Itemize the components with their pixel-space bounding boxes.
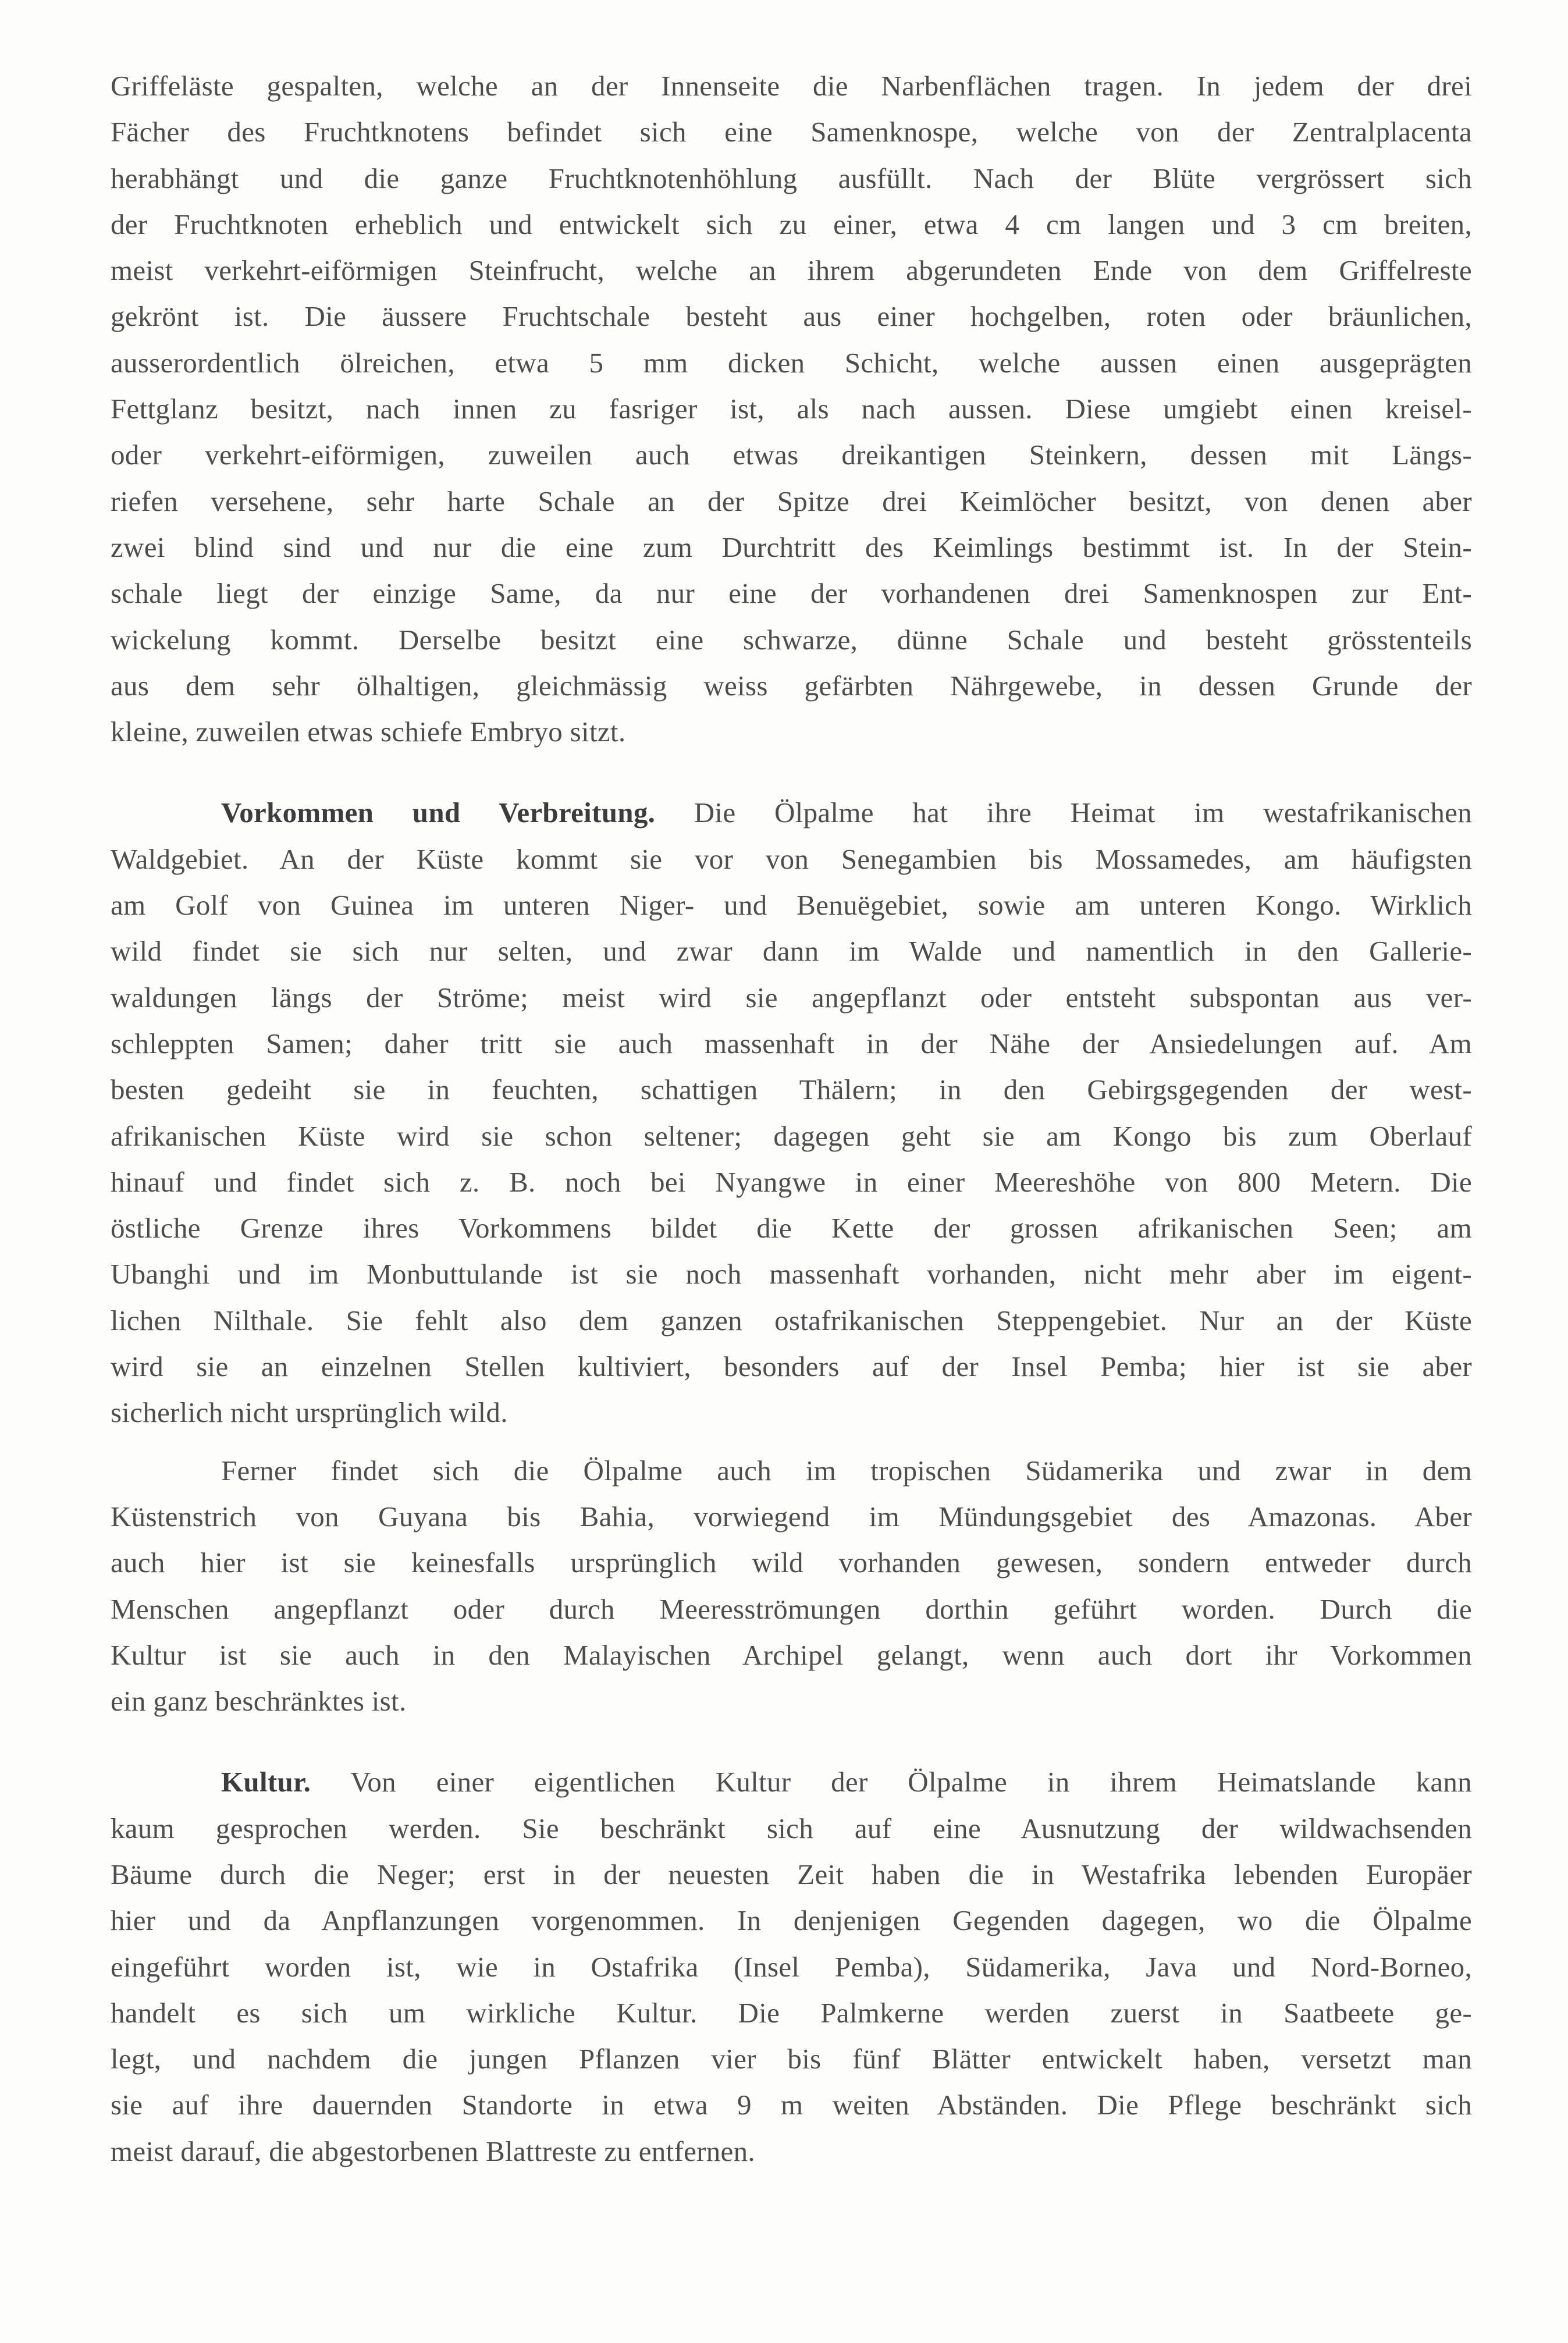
text-line: hier und da Anpflanzungen vorgenommen. In denjenigen Gegenden dagegen, wo die Ölpalme — [111, 1904, 1472, 1937]
text-line: oder verkehrt-eiförmigen, zuweilen auch etwas dreikantigen Steinkern, dessen mit Längs- — [111, 439, 1472, 471]
text-line-first — [111, 1759, 1472, 1805]
text-line: kaum gesprochen werden. Sie beschränkt sich auf eine Ausnutzung der wildwachsenden — [111, 1812, 1472, 1844]
text-line-first — [111, 790, 1472, 835]
text-line-first — [111, 1448, 1472, 1494]
text-line: Griffeläste gespalten, welche an der Innenseite die Narbenflächen tragen. In jedem der drei — [111, 70, 1472, 102]
text-line: Waldgebiet. An der Küste kommt sie vor von Senegambien bis Mossamedes, am häufigsten — [111, 842, 1472, 875]
paragraph-kultur — [111, 1759, 1472, 2174]
section-heading-kultur: Kultur. — [221, 1766, 311, 1798]
text-line: schleppten Samen; daher tritt sie auch massenhaft in der Nähe der Ansiedelungen auf. Am — [111, 1027, 1472, 1059]
text-line: wird sie an einzelnen Stellen kultiviert, besonders auf der Insel Pemba; hier ist sie aber — [111, 1350, 1472, 1383]
text-line: wild findet sie sich nur selten, und zwar dann im Walde und namentlich in den Gallerie- — [111, 935, 1472, 968]
paragraph-fruit-description — [111, 63, 1472, 755]
text-line: Fettglanz besitzt, nach innen zu fasriger ist, als nach aussen. Diese umgiebt einen kreisel- — [111, 393, 1472, 425]
text-line: gekrönt ist. Die äussere Fruchtschale besteht aus einer hochgelben, roten oder bräunlichen, — [111, 300, 1472, 333]
text-line: Ubanghi und im Monbuttulande ist sie noch massenhaft vorhanden, nicht mehr aber im eigent- — [111, 1258, 1472, 1290]
text-line: meist darauf, die abgestorbenen Blattreste zu entfernen. — [111, 2135, 755, 2167]
text-line: riefen versehene, sehr harte Schale an der Spitze drei Keimlöcher besitzt, von denen aber — [111, 485, 1472, 517]
text-line: Menschen angepflanzt oder durch Meeresströmungen dorthin geführt worden. Durch die — [111, 1592, 1472, 1625]
text-line: sie auf ihre dauernden Standorte in etwa 9 m weiten Abständen. Die Pflege beschränkt sich — [111, 2089, 1472, 2121]
text-line: sicherlich nicht ursprünglich wild. — [111, 1396, 508, 1429]
section-heading-vorkommen: Vorkommen und Verbreitung. — [221, 797, 656, 829]
text-line: kleine, zuweilen etwas schiefe Embryo sitzt. — [111, 716, 626, 748]
text-line: zwei blind sind und nur die eine zum Durchtritt des Keimlings bestimmt ist. In der Stein- — [111, 531, 1472, 563]
text-line: lichen Nilthale. Sie fehlt also dem ganzen ostafrikanischen Steppengebiet. Nur an der Küste — [111, 1304, 1472, 1336]
text-line: östliche Grenze ihres Vorkommens bildet die Kette der grossen afrikanischen Seen; am — [111, 1212, 1472, 1245]
text-line: legt, und nachdem die jungen Pflanzen vier bis fünf Blätter entwickelt haben, versetzt man — [111, 2043, 1472, 2075]
text-line: ein ganz beschränktes ist. — [111, 1685, 407, 1718]
text-line: ausserordentlich ölreichen, etwa 5 mm dicken Schicht, welche aussen einen ausgeprägten — [111, 346, 1472, 379]
text-line: Bäume durch die Neger; erst in der neuesten Zeit haben die in Westafrika lebenden Europäer — [111, 1858, 1472, 1890]
text-line: aus dem sehr ölhaltigen, gleichmässig weiss gefärbten Nährgewebe, in dessen Grunde der — [111, 669, 1472, 702]
text-line: hinauf und findet sich z. B. noch bei Nyangwe in einer Meereshöhe von 800 Metern. Die — [111, 1165, 1472, 1198]
text-line: herabhängt und die ganze Fruchtknotenhöhlung ausfüllt. Nach der Blüte vergrössert sich — [111, 162, 1472, 194]
text-line: Fächer des Fruchtknotens befindet sich eine Samenknospe, welche von der Zentralplacenta — [111, 116, 1472, 148]
paragraph-vorkommen — [111, 790, 1472, 1435]
paragraph-suedamerika — [111, 1448, 1472, 1725]
document-body — [111, 63, 1472, 2174]
text-line: meist verkehrt-eiförmigen Steinfrucht, welche an ihrem abgerundeten Ende von dem Griffelreste — [111, 254, 1472, 287]
text-line: Küstenstrich von Guyana bis Bahia, vorwiegend im Mündungsgebiet des Amazonas. Aber — [111, 1500, 1472, 1533]
text-line: Kultur ist sie auch in den Malayischen Archipel gelangt, wenn auch dort ihr Vorkommen — [111, 1638, 1472, 1671]
text-line: der Fruchtknoten erheblich und entwickelt sich zu einer, etwa 4 cm langen und 3 cm breiten, — [111, 208, 1472, 240]
text-line: eingeführt worden ist, wie in Ostafrika (Insel Pemba), Südamerika, Java und Nord-Borneo, — [111, 1950, 1472, 1983]
text-line: afrikanischen Küste wird sie schon seltener; dagegen geht sie am Kongo bis zum Oberlauf — [111, 1119, 1472, 1152]
text-span: Von einer eigentlichen Kultur der Ölpalme in ihrem Heimatslande kann — [350, 1766, 1472, 1798]
text-line: schale liegt der einzige Same, da nur eine der vorhandenen drei Samenknospen zur Ent- — [111, 577, 1472, 610]
text-line: besten gedeiht sie in feuchten, schattigen Thälern; in den Gebirgsgegenden der west- — [111, 1073, 1472, 1106]
text-span: Die Ölpalme hat ihre Heimat im westafrikanischen — [694, 797, 1472, 829]
text-line: handelt es sich um wirkliche Kultur. Die Palmkerne werden zuerst in Saatbeete ge- — [111, 1996, 1472, 2029]
text-line: waldungen längs der Ströme; meist wird sie angepflanzt oder entsteht subspontan aus ver- — [111, 981, 1472, 1014]
text-line: am Golf von Guinea im unteren Niger- und Benuëgebiet, sowie am unteren Kongo. Wirklich — [111, 889, 1472, 922]
text-line: wickelung kommt. Derselbe besitzt eine schwarze, dünne Schale und besteht grösstenteils — [111, 623, 1472, 656]
text-line: auch hier ist sie keinesfalls ursprünglich wild vorhanden gewesen, sondern entweder durch — [111, 1546, 1472, 1579]
text-span: Ferner findet sich die Ölpalme auch im tropischen Südamerika und zwar in dem — [221, 1454, 1472, 1487]
